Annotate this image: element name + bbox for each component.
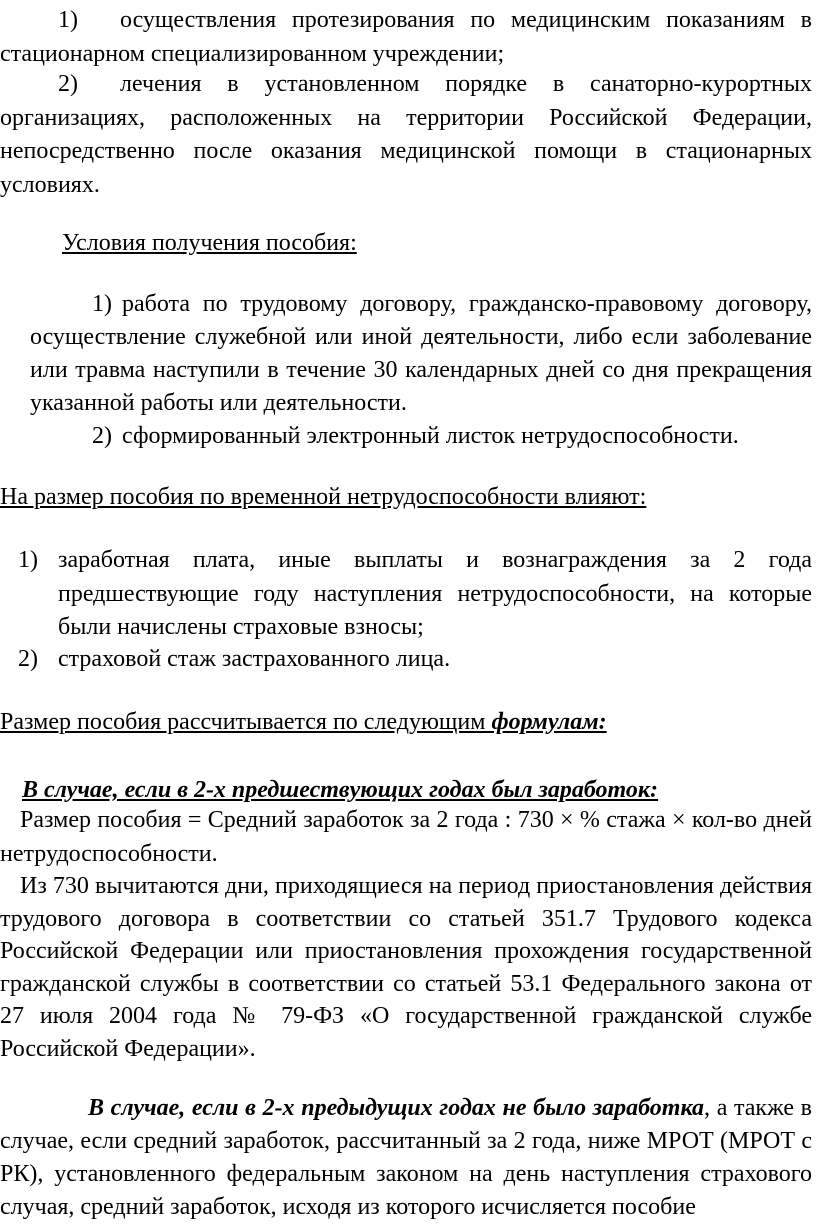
case2-text: , а также в случае, если средний заработок, рассчитанный за 2 года, ниже МРОТ (МРОТ с РК), установленного федеральным законом на день наступления страхового случая, средний заработок, исходя из которого исчисляется пособие bbox=[0, 1095, 813, 1220]
case1-formula: Размер пособия = Средний заработок за 2 года : 730 × % стажа × кол-во дней нетрудоспособности. bbox=[0, 807, 812, 867]
formulas-heading bbox=[0, 706, 607, 740]
factors-heading: На размер пособия по временной нетрудоспособности влияют: bbox=[0, 484, 647, 510]
list-text: лечения в установленном порядке в санаторно-курортных организациях, расположенных на территории Российской Федерации, непосредственно после оказания медицинской помощи в стационарных условиях. bbox=[0, 71, 812, 198]
list-number: 1) bbox=[58, 7, 78, 33]
list-text: работа по трудовому договору, гражданско-правовому договору, осуществление служебной или иной деятельности, либо если заболевание или травма наступили в течение 30 календарных дней со дня прекращения указанной работы или деятельности. bbox=[30, 291, 812, 416]
list-number: 2) bbox=[92, 423, 112, 449]
formulas-heading-text: Размер пособия рассчитывается по следующим bbox=[0, 709, 492, 735]
factor-item-2 bbox=[0, 643, 812, 677]
case1-heading: В случае, если в 2-х предшествующих годах был заработок: bbox=[22, 777, 659, 803]
conditions-heading: Условия получения пособия: bbox=[62, 230, 357, 256]
list-number: 1) bbox=[18, 547, 38, 573]
condition-item-2 bbox=[92, 420, 739, 454]
intro-item-2 bbox=[0, 68, 812, 202]
list-number: 2) bbox=[58, 71, 78, 97]
case2-heading: В случае, если в 2-х предыдущих годах не было заработка bbox=[88, 1095, 705, 1121]
list-text: страховой стаж застрахованного лица. bbox=[58, 646, 451, 672]
list-text: заработная плата, иные выплаты и вознаграждения за 2 года предшествующие году наступления нетрудоспособности, на которые были начислены страховые взносы; bbox=[58, 547, 812, 640]
list-text: осуществления протезирования по медицинским показаниям в стационарном специализированном учреждении; bbox=[0, 7, 812, 67]
factor-item-1 bbox=[0, 544, 812, 645]
case2-paragraph bbox=[0, 1092, 812, 1224]
list-text: сформированный электронный листок нетрудоспособности. bbox=[122, 423, 739, 449]
formulas-heading-emphasis: формулам: bbox=[491, 709, 607, 735]
condition-item-1 bbox=[30, 288, 812, 420]
intro-item-1 bbox=[0, 4, 812, 71]
list-number: 1) bbox=[92, 291, 112, 317]
list-number: 2) bbox=[18, 646, 38, 672]
case1-note: Из 730 вычитаются дни, приходящиеся на период приостановления действия трудового договора в соответствии со статьей 351.7 Трудового кодекса Российской Федерации или приостановления прохождения государственной гражданской службы в соответствии со статьей 53.1 Федерального закона от 27 июля 2004 года № 79-ФЗ «О государственной гражданской службе Российской Федерации». bbox=[0, 873, 812, 1062]
